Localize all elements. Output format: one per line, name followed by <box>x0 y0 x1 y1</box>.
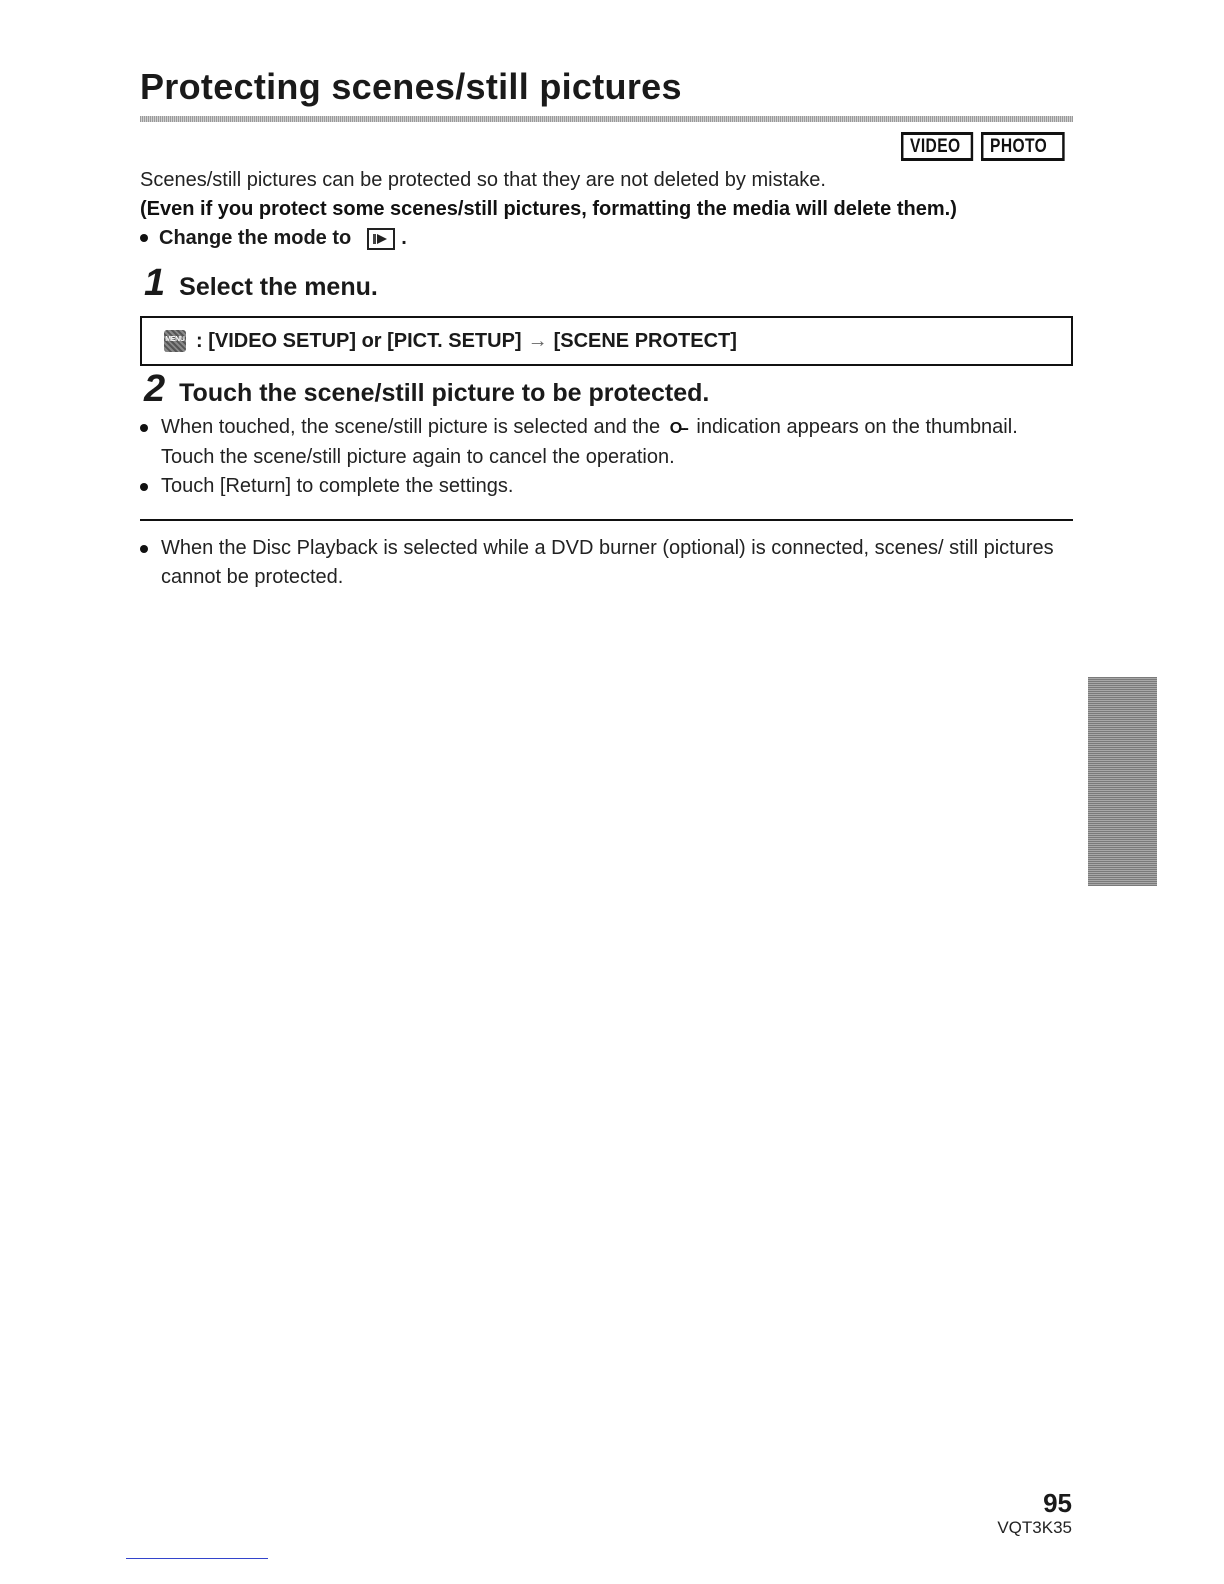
playback-mode-icon <box>367 228 395 250</box>
mode-instruction <box>140 227 407 250</box>
note-text: Touch [Return] to complete the settings. <box>161 475 514 497</box>
page-number: 95 <box>1043 1488 1072 1518</box>
mode-badges <box>901 132 1083 161</box>
list-item <box>140 534 1060 592</box>
menu-path-target: [SCENE PROTECT] <box>553 329 737 352</box>
menu-path-prefix: : [VIDEO SETUP] or [PICT. SETUP] <box>196 329 522 352</box>
bullet-icon <box>140 424 148 432</box>
protect-key-icon: O‑‑ <box>669 420 687 437</box>
step-label: Touch the scene/still picture to be protected. <box>179 379 710 407</box>
section-divider <box>140 519 1073 521</box>
menu-icon <box>164 330 186 352</box>
step-number: 1 <box>144 262 166 304</box>
note-text-part: When touched, the scene/still picture is selected and the <box>161 416 661 438</box>
model-code: VQT3K35 <box>997 1518 1072 1537</box>
step-number: 2 <box>144 368 166 410</box>
menu-icon-label: MENU <box>165 336 185 343</box>
arrow-icon: → <box>527 329 548 352</box>
list-item <box>140 472 1060 501</box>
footnote-list <box>140 534 1060 592</box>
bullet-icon <box>140 545 148 553</box>
step-2-heading <box>144 368 709 411</box>
chapter-tab <box>1088 677 1157 886</box>
step-label: Select the menu. <box>179 273 378 301</box>
title-rule <box>140 116 1073 122</box>
video-mode-badge: VIDEO <box>901 132 973 161</box>
menu-path-box <box>140 316 1073 366</box>
note-text <box>161 413 1060 472</box>
footer-line <box>126 1558 268 1559</box>
warning-text: (Even if you protect some scenes/still pictures, formatting the media will delete them.) <box>140 198 957 220</box>
photo-mode-badge: PHOTO <box>981 132 1065 161</box>
step-2-notes <box>140 413 1060 501</box>
mode-instruction-text: Change the mode to <box>159 227 352 249</box>
bullet-icon <box>140 483 148 491</box>
bullet-icon <box>140 234 148 242</box>
mode-instruction-suffix: . <box>401 227 407 249</box>
intro-text: Scenes/still pictures can be protected so that they are not deleted by mistake. <box>140 169 826 191</box>
step-1-heading <box>144 262 378 305</box>
footnote-text: When the Disc Playback is selected while a DVD burner (optional) is connected, scenes/ still pictures cannot be protected. <box>161 537 1054 588</box>
note-text-part: indication appears on the thumbnail. Touch the scene/still picture again to cancel the operation. <box>161 416 1018 468</box>
list-item <box>140 413 1060 472</box>
page-title: Protecting scenes/still pictures <box>140 66 682 107</box>
